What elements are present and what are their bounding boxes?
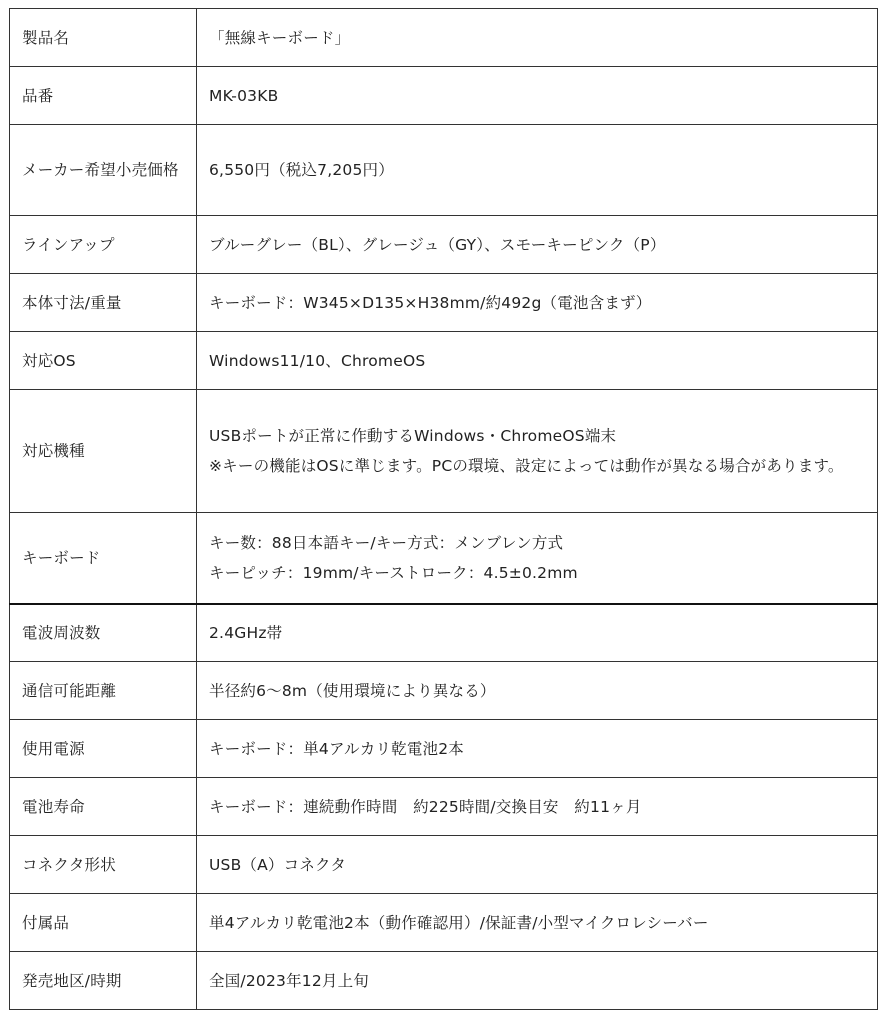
row-label: 使用電源 xyxy=(10,720,197,778)
row-label: メーカー希望小売価格 xyxy=(10,125,197,216)
row-value xyxy=(197,513,878,604)
row-value: キーボード：W345×D135×H38mm/約492g（電池含まず） xyxy=(197,274,878,332)
table-row xyxy=(10,125,878,216)
row-label: コネクタ形状 xyxy=(10,836,197,894)
row-value: 6,550円（税込7,205円） xyxy=(197,125,878,216)
row-value: Windows11/10、ChromeOS xyxy=(197,332,878,390)
table-row xyxy=(10,836,878,894)
row-label: 本体寸法/重量 xyxy=(10,274,197,332)
value-line: ※キーの機能はOSに準じます。PCの環境、設定によっては動作が異なる場合があります。 xyxy=(209,457,844,475)
row-label: 発売地区/時期 xyxy=(10,952,197,1010)
row-value: ブルーグレー（BL）、グレージュ（GY）、スモーキーピンク（P） xyxy=(197,216,878,274)
table-row xyxy=(10,9,878,67)
table-row xyxy=(10,390,878,513)
spec-table xyxy=(9,8,878,1010)
row-label: ラインアップ xyxy=(10,216,197,274)
row-label: 電波周波数 xyxy=(10,604,197,662)
row-value: 全国/2023年12月上旬 xyxy=(197,952,878,1010)
row-value: キーボード：単4アルカリ乾電池2本 xyxy=(197,720,878,778)
table-row xyxy=(10,332,878,390)
table-row xyxy=(10,513,878,604)
row-value: MK-03KB xyxy=(197,67,878,125)
row-value xyxy=(197,390,878,513)
row-label: 製品名 xyxy=(10,9,197,67)
table-row xyxy=(10,604,878,662)
table-row xyxy=(10,720,878,778)
table-row xyxy=(10,67,878,125)
table-row xyxy=(10,778,878,836)
table-row xyxy=(10,894,878,952)
row-value: USB（A）コネクタ xyxy=(197,836,878,894)
row-label: 付属品 xyxy=(10,894,197,952)
row-value: キーボード：連続動作時間 約225時間/交換目安 約11ヶ月 xyxy=(197,778,878,836)
value-line: USBポートが正常に作動するWindows・ChromeOS端末 xyxy=(209,427,617,445)
table-row xyxy=(10,216,878,274)
row-label: 品番 xyxy=(10,67,197,125)
table-row xyxy=(10,274,878,332)
value-line: キーピッチ：19mm/キーストローク：4.5±0.2mm xyxy=(209,563,578,582)
table-row xyxy=(10,952,878,1010)
table-row xyxy=(10,662,878,720)
row-label: 電池寿命 xyxy=(10,778,197,836)
row-label: 対応機種 xyxy=(10,390,197,513)
row-value: 2.4GHz帯 xyxy=(197,604,878,662)
row-value: 単4アルカリ乾電池2本（動作確認用）/保証書/小型マイクロレシーバー xyxy=(197,894,878,952)
row-value: 半径約6〜8m（使用環境により異なる） xyxy=(197,662,878,720)
row-label: キーボード xyxy=(10,513,197,604)
value-line: キー数：88日本語キー/キー方式：メンブレン方式 xyxy=(209,533,564,552)
row-label: 対応OS xyxy=(10,332,197,390)
row-label: 通信可能距離 xyxy=(10,662,197,720)
row-value: 「無線キーボード」 xyxy=(197,9,878,67)
